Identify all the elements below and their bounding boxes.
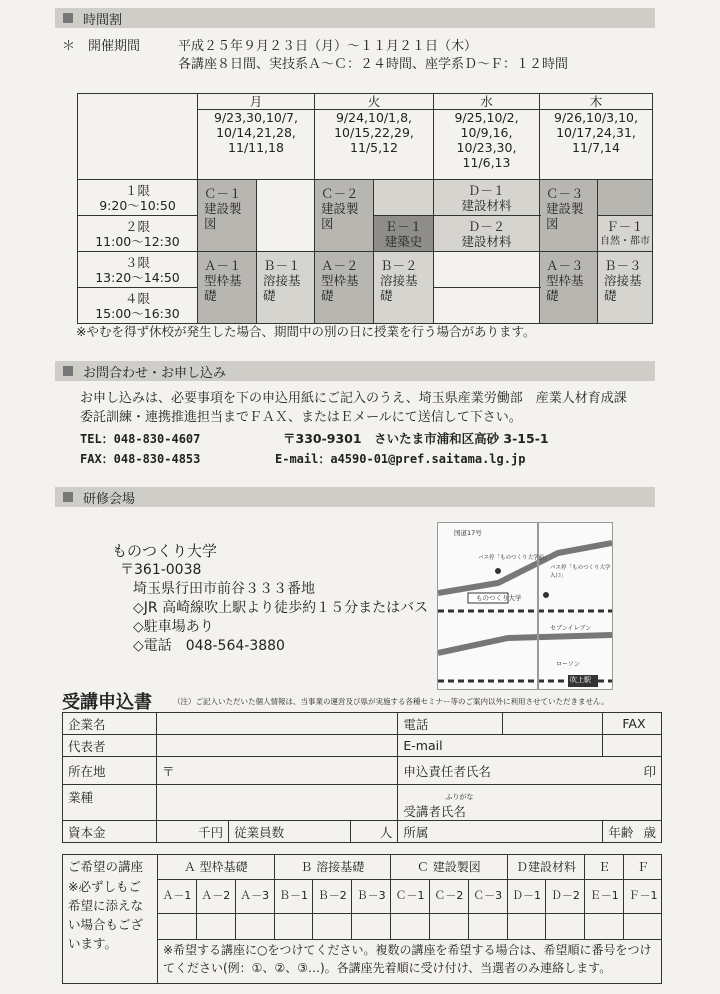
section-square-icon bbox=[63, 366, 73, 376]
contact-tel: TEL：048-830-4607 bbox=[80, 432, 201, 446]
course-group-0: Ａ 型枠基礎 bbox=[157, 855, 274, 879]
section-header-venue: 研修会場 bbox=[55, 487, 655, 507]
course-group-5: Ｆ bbox=[623, 855, 662, 879]
course-option-9[interactable]: Ｄ－1 bbox=[507, 879, 546, 913]
period-label: ＊ 開催期間 bbox=[62, 39, 141, 54]
contact-text-2: 委託訓練・連携推進担当までＦＡＸ、またはＥメールにて送信して下さい。 bbox=[80, 410, 522, 425]
cell-b3: Ｂ－３ 溶接基 礎 bbox=[598, 252, 653, 324]
course-mark-5[interactable] bbox=[351, 913, 390, 939]
field-dept[interactable]: 所属 bbox=[398, 821, 603, 843]
form-title: 受講申込書 bbox=[62, 692, 152, 713]
period-line2: 各講座８日間、実技系Ａ～Ｃ：２４時間、座学系Ｄ～Ｆ：１２時間 bbox=[178, 57, 569, 72]
course-option-4[interactable]: Ｂ－2 bbox=[312, 879, 351, 913]
label-company: 企業名 bbox=[63, 713, 157, 735]
field-address[interactable]: 〒 bbox=[157, 757, 398, 785]
section-header-schedule: 時間割 bbox=[55, 8, 655, 28]
venue-map bbox=[437, 522, 613, 690]
day-wed: 水 bbox=[434, 94, 540, 110]
course-mark-0[interactable] bbox=[157, 913, 196, 939]
label-industry: 業種 bbox=[63, 785, 157, 821]
course-mark-3[interactable] bbox=[274, 913, 313, 939]
map-label-seven: セブンイレブン bbox=[550, 625, 592, 632]
cell-c1: Ｃ－１ 建設製 図 bbox=[198, 180, 257, 252]
course-mark-1[interactable] bbox=[196, 913, 235, 939]
venue-zip: 〒361-0038 bbox=[120, 562, 202, 578]
course-option-11[interactable]: Ｅ－1 bbox=[584, 879, 623, 913]
dates-mon: 9/23,30,10/7, 10/14,21,28, 11/11,18 bbox=[198, 110, 315, 180]
course-group-1: Ｂ 溶接基礎 bbox=[274, 855, 391, 879]
course-selection bbox=[62, 854, 662, 984]
course-group-2: Ｃ 建設製図 bbox=[390, 855, 507, 879]
course-option-3[interactable]: Ｂ－1 bbox=[274, 879, 313, 913]
field-capital[interactable]: 千円 bbox=[157, 821, 229, 843]
course-option-0[interactable]: Ａ－1 bbox=[157, 879, 196, 913]
map-label-route: 国道17号 bbox=[454, 529, 482, 537]
timetable bbox=[77, 93, 653, 324]
cell-e1: Ｅ－１ 建築史 bbox=[374, 216, 434, 252]
dates-thu: 9/26,10/3,10, 10/17,24,31, 11/7,14 bbox=[540, 110, 653, 180]
course-mark-6[interactable] bbox=[390, 913, 429, 939]
day-tue: 火 bbox=[315, 94, 434, 110]
course-mark-12[interactable] bbox=[623, 913, 662, 939]
form-note: （注）ご記入いただいた個人情報は、当事業の運営及び県が実施する各種セミナー等のご案内以外に利用させていただきません。 bbox=[173, 697, 609, 706]
contact-text-1: お申し込みは、必要事項を下の申込用紙にご記入のうえ、埼玉県産業労働部 産業人材育成課 bbox=[80, 391, 627, 406]
course-group-4: Ｅ bbox=[584, 855, 623, 879]
map-label-bus1: バス停「ものつくり大学前」 bbox=[478, 555, 550, 561]
cell-d2: Ｄ－２ 建設材料 bbox=[434, 216, 540, 252]
day-mon: 月 bbox=[198, 94, 315, 110]
field-email[interactable]: E-mail bbox=[398, 735, 603, 757]
schedule-note: ※やむを得ず休校が発生した場合、期間中の別の日に授業を行う場合があります。 bbox=[76, 324, 536, 339]
field-age[interactable]: 年齢 歳 bbox=[603, 821, 662, 843]
contact-address: 〒330-9301 さいたま市浦和区高砂 3-15-1 bbox=[283, 431, 549, 446]
course-option-12[interactable]: Ｆ－1 bbox=[623, 879, 662, 913]
field-employees[interactable]: 人 bbox=[351, 821, 398, 843]
course-mark-10[interactable] bbox=[545, 913, 584, 939]
course-option-2[interactable]: Ａ－3 bbox=[235, 879, 274, 913]
cell-b1: Ｂ－１ 溶接基 礎 bbox=[257, 252, 315, 324]
venue-name: ものつくり大学 bbox=[112, 542, 218, 560]
period-line1: 平成２５年９月２３日（月）～１１月２１日（木） bbox=[178, 39, 478, 54]
map-label-bus2: バス停「ものつくり大学入口」 bbox=[550, 565, 611, 579]
course-option-10[interactable]: Ｄ－2 bbox=[545, 879, 584, 913]
course-mark-8[interactable] bbox=[468, 913, 507, 939]
course-mark-2[interactable] bbox=[235, 913, 274, 939]
map-label-lawson: ローソン bbox=[556, 661, 580, 668]
cell-d1: Ｄ－１ 建設材料 bbox=[434, 180, 540, 216]
course-option-7[interactable]: Ｃ－2 bbox=[429, 879, 468, 913]
dates-tue: 9/24,10/1,8, 10/15,22,29, 11/5,12 bbox=[315, 110, 434, 180]
map-label-station: 吹上駅 bbox=[570, 676, 591, 684]
label-employees: 従業員数 bbox=[229, 821, 351, 843]
period-3: ３限 13:20～14:50 bbox=[78, 252, 198, 288]
course-option-5[interactable]: Ｂ－3 bbox=[351, 879, 390, 913]
venue-phone: ◇電話 048-564-3880 bbox=[133, 638, 285, 654]
label-tel: 電話 bbox=[398, 713, 503, 735]
course-option-6[interactable]: Ｃ－1 bbox=[390, 879, 429, 913]
day-thu: 木 bbox=[540, 94, 653, 110]
field-fax[interactable]: FAX bbox=[603, 713, 662, 735]
cell-a3: Ａ－３ 型枠基 礎 bbox=[540, 252, 598, 324]
map-drawing bbox=[438, 523, 612, 689]
section-square-icon bbox=[63, 492, 73, 502]
label-course: ご希望の講座 bbox=[68, 859, 144, 874]
application-form bbox=[62, 712, 662, 843]
cell-f1: Ｆ－１ 自然・都市 bbox=[598, 216, 653, 252]
period-4: ４限 15:00～16:30 bbox=[78, 288, 198, 324]
field-trainee[interactable]: ふりがな 受講者氏名 bbox=[398, 785, 662, 821]
dates-wed: 9/25,10/2, 10/9,16, 10/23,30, 11/6,13 bbox=[434, 110, 540, 180]
label-capital: 資本金 bbox=[63, 821, 157, 843]
field-rep[interactable] bbox=[157, 735, 398, 757]
period-2: ２限 11:00～12:30 bbox=[78, 216, 198, 252]
course-option-8[interactable]: Ｃ－3 bbox=[468, 879, 507, 913]
course-option-1[interactable]: Ａ－2 bbox=[196, 879, 235, 913]
cell-c2: Ｃ－２ 建設製 図 bbox=[315, 180, 374, 252]
course-group-3: Ｄ建設材料 bbox=[507, 855, 585, 879]
contact-email: E-mail：a4590-01@pref.saitama.lg.jp bbox=[275, 452, 526, 466]
course-mark-11[interactable] bbox=[584, 913, 623, 939]
venue-access: ◇JR 高崎線吹上駅より徒歩約１５分またはバス bbox=[133, 600, 429, 616]
cell-b2: Ｂ－２ 溶接基 礎 bbox=[374, 252, 434, 324]
course-mark-7[interactable] bbox=[429, 913, 468, 939]
field-industry[interactable] bbox=[157, 785, 398, 821]
course-mark-4[interactable] bbox=[312, 913, 351, 939]
cell-c3: Ｃ－３ 建設製 図 bbox=[540, 180, 598, 252]
field-company[interactable] bbox=[157, 713, 398, 735]
course-instruction: ※希望する講座に○をつけてください。複数の講座を希望する場合は、希望順に番号をつけてください(例：①、②、③…)。各講座先着順に受け付け、当選者のみ連絡します。 bbox=[163, 943, 652, 975]
cell-a2: Ａ－２ 型枠基 礎 bbox=[315, 252, 374, 324]
period-1: １限 9:20～10:50 bbox=[78, 180, 198, 216]
cell-a1: Ａ－１ 型枠基 礎 bbox=[198, 252, 257, 324]
field-responsible[interactable]: 申込責任者氏名 印 bbox=[398, 757, 662, 785]
contact-fax: FAX：048-830-4853 bbox=[80, 452, 201, 466]
label-rep: 代表者 bbox=[63, 735, 157, 757]
venue-address: 埼玉県行田市前谷３３３番地 bbox=[133, 581, 315, 597]
map-label-univ: ものつくり大学 bbox=[476, 594, 522, 602]
field-tel[interactable] bbox=[503, 713, 603, 735]
section-square-icon bbox=[63, 13, 73, 23]
venue-parking: ◇駐車場あり bbox=[133, 619, 214, 635]
label-address: 所在地 bbox=[63, 757, 157, 785]
course-mark-9[interactable] bbox=[507, 913, 546, 939]
course-disclaimer: ※必ずしもご 希望に添えな い場合もござ います。 bbox=[68, 879, 144, 951]
section-header-contact: お問合わせ・お申し込み bbox=[55, 361, 655, 381]
